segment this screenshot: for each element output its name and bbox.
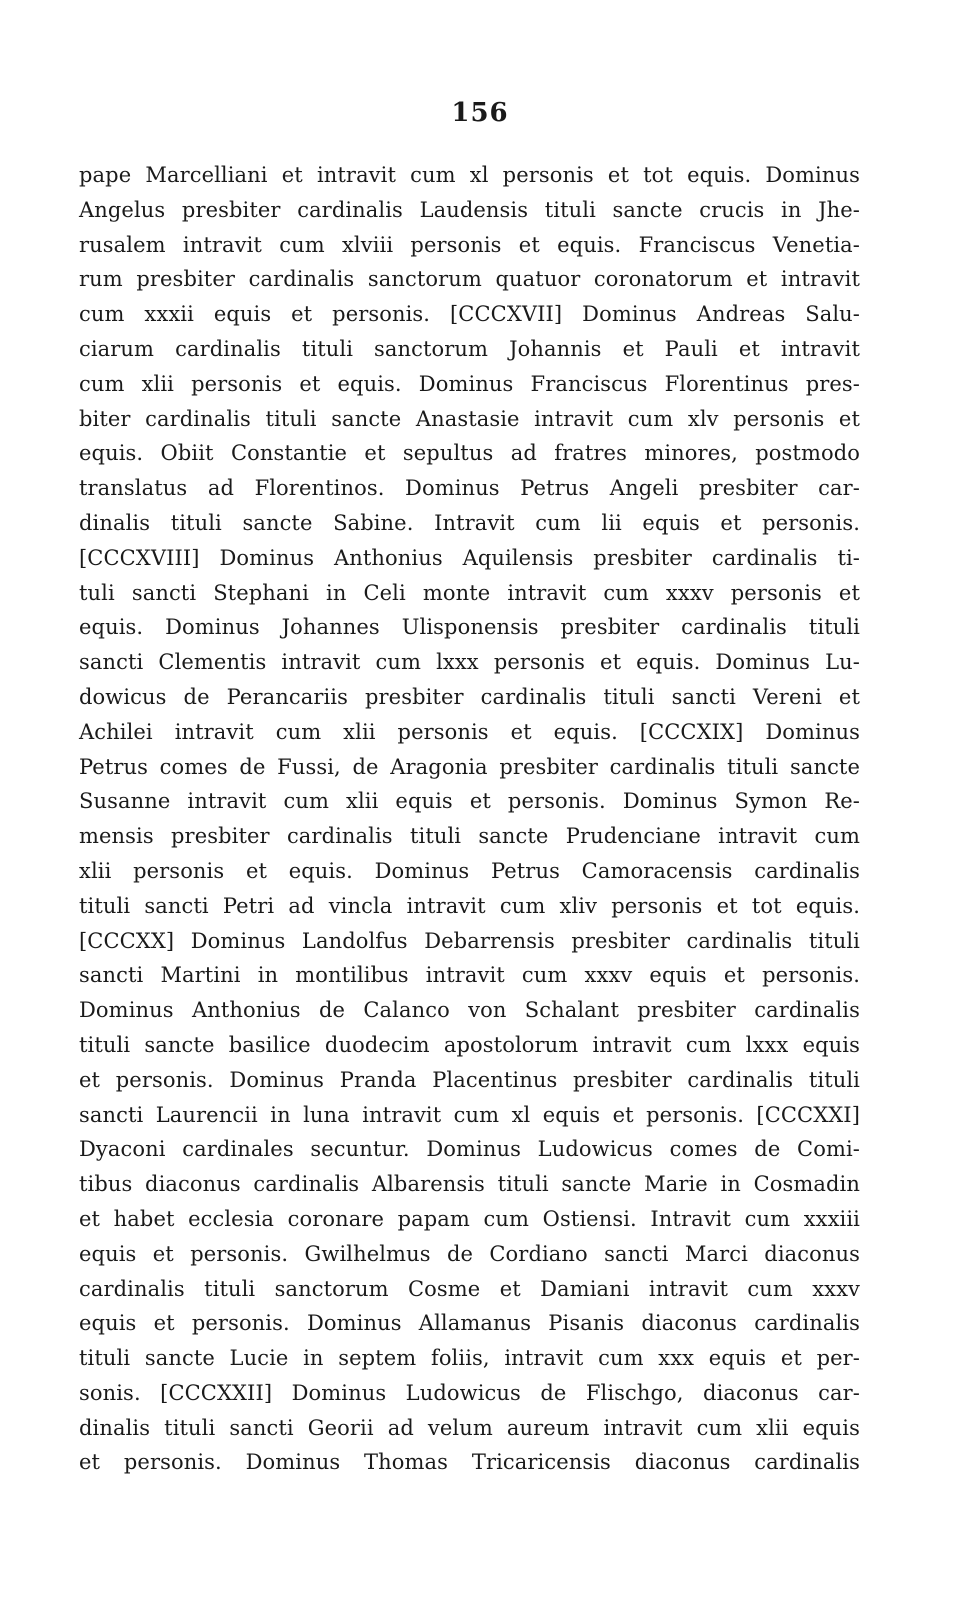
text-line: [CCCXX] Dominus Landolfus Debarrensis presbiter cardinalis tituli [79, 928, 860, 953]
text-line: tituli sancti Petri ad vincla intravit cum xliv personis et tot equis. [79, 893, 860, 918]
text-line: biter cardinalis tituli sancte Anastasie intravit cum xlv personis et [79, 406, 860, 431]
text-line: [CCCXVIII] Dominus Anthonius Aquilensis presbiter cardinalis ti- [79, 545, 860, 570]
text-line: Susanne intravit cum xlii equis et personis. Dominus Symon Re- [79, 789, 860, 814]
text-line: et personis. Dominus Thomas Tricaricensis diaconus cardinalis [79, 1450, 860, 1475]
body-text [79, 158, 860, 1480]
text-line: pape Marcelliani et intravit cum xl personis et tot equis. Dominus [79, 163, 860, 187]
text-line: equis. Obiit Constantie et sepultus ad fratres minores, postmodo [79, 441, 860, 466]
text-line: rum presbiter cardinalis sanctorum quatuor coronatorum et intravit [79, 267, 860, 292]
text-line: sancti Martini in montilibus intravit cum xxxv equis et personis. [79, 963, 860, 988]
text-line: Petrus comes de Fussi, de Aragonia presbiter cardinalis tituli sancte [79, 754, 860, 779]
text-line: et personis. Dominus Pranda Placentinus presbiter cardinalis tituli [79, 1067, 860, 1092]
text-line: mensis presbiter cardinalis tituli sancte Prudenciane intravit cum [79, 824, 860, 849]
text-line: Dyaconi cardinales secuntur. Dominus Ludowicus comes de Comi- [79, 1137, 860, 1162]
text-line: equis et personis. Dominus Allamanus Pisanis diaconus cardinalis [79, 1311, 860, 1336]
text-line: xlii personis et equis. Dominus Petrus Camoracensis cardinalis [79, 858, 860, 883]
text-line: cum xxxii equis et personis. [CCCXVII] Dominus Andreas Salu- [79, 302, 860, 327]
text-line: rusalem intravit cum xlviii personis et equis. Franciscus Venetia- [79, 232, 860, 257]
text-line: sancti Laurencii in luna intravit cum xl equis et personis. [CCCXXI] [79, 1102, 860, 1127]
text-line: tibus diaconus cardinalis Albarensis tituli sancte Marie in Cosmadin [79, 1172, 860, 1197]
text-line: Angelus presbiter cardinalis Laudensis tituli sancte crucis in Jhe- [79, 197, 860, 222]
text-line: equis et personis. Gwilhelmus de Cordiano sancti Marci diaconus [79, 1241, 860, 1266]
text-line: ciarum cardinalis tituli sanctorum Johannis et Pauli et intravit [79, 336, 860, 361]
text-line: Achilei intravit cum xlii personis et equis. [CCCXIX] Dominus [79, 719, 860, 744]
text-line: sancti Clementis intravit cum lxxx personis et equis. Dominus Lu- [79, 650, 860, 675]
text-line: Dominus Anthonius de Calanco von Schalant presbiter cardinalis [79, 998, 860, 1023]
text-line: dowicus de Perancariis presbiter cardinalis tituli sancti Vereni et [79, 684, 860, 709]
text-line: tituli sancte basilice duodecim apostolorum intravit cum lxxx equis [79, 1032, 860, 1057]
text-line: dinalis tituli sancte Sabine. Intravit cum lii equis et personis. [79, 510, 860, 535]
page-number: 156 [451, 98, 509, 128]
text-line: translatus ad Florentinos. Dominus Petrus Angeli presbiter car- [79, 476, 860, 501]
text-line: cum xlii personis et equis. Dominus Franciscus Florentinus pres- [79, 371, 860, 396]
text-line: et habet ecclesia coronare papam cum Ostiensi. Intravit cum xxxiii [79, 1206, 860, 1231]
text-line: tuli sancti Stephani in Celi monte intravit cum xxxv personis et [79, 580, 860, 605]
text-line: tituli sancte Lucie in septem foliis, intravit cum xxx equis et per- [79, 1346, 860, 1371]
text-line: cardinalis tituli sanctorum Cosme et Damiani intravit cum xxxv [79, 1276, 860, 1301]
text-line: sonis. [CCCXXII] Dominus Ludowicus de Flischgo, diaconus car- [79, 1380, 860, 1405]
text-line: equis. Dominus Johannes Ulisponensis presbiter cardinalis tituli [79, 615, 860, 640]
text-line: dinalis tituli sancti Georii ad velum aureum intravit cum xlii equis [79, 1415, 860, 1440]
